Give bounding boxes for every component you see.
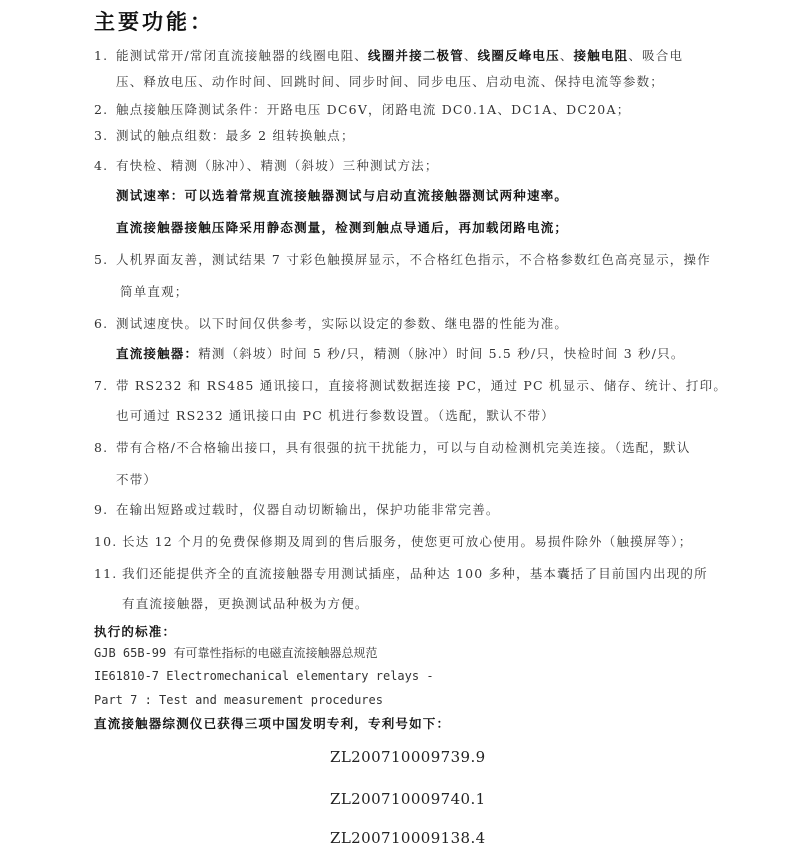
item-text: 有快检、精测（脉冲）、精测（斜坡）三种测试方法； bbox=[116, 158, 439, 173]
item-text: 触点接触压降测试条件：开路电压 DC6V，闭路电流 DC0.1A、DC1A、DC20A； bbox=[116, 102, 631, 117]
item-number: 6. bbox=[94, 316, 109, 331]
separator: 、 bbox=[463, 48, 478, 63]
note-timing-label: 直流接触器： bbox=[116, 346, 199, 361]
note-timing bbox=[116, 344, 685, 362]
list-item-11 bbox=[94, 564, 708, 582]
item-text: 测试速度快。以下时间仅供参考，实际以设定的参数、继电器的性能为准。 bbox=[116, 316, 569, 331]
item-number: 4. bbox=[94, 158, 109, 173]
item-text: 人机界面友善，测试结果 7 寸彩色触摸屏显示，不合格红色指示，不合格参数红色高亮显示，操作 bbox=[116, 252, 711, 267]
note-contact-drop: 直流接触器接触压降采用静态测量，检测到触点导通后，再加载闭路电流； bbox=[116, 220, 569, 235]
item-text: 带有合格/不合格输出接口，具有很强的抗干扰能力，可以与自动检测机完美连接。（选配，默认 bbox=[116, 440, 691, 455]
list-item-1-continued: 压、释放电压、动作时间、回跳时间、同步时间、同步电压、启动电流、保持电流等参数； bbox=[116, 74, 665, 89]
item-number: 11. bbox=[94, 566, 118, 581]
list-item-8 bbox=[94, 438, 691, 456]
highlight-diode: 线圈并接二极管 bbox=[368, 48, 464, 63]
standard-iec-line1: IE61810-7 Electromechanical elementary relays - bbox=[94, 669, 434, 683]
item-text: 能测试常开/常闭直流接触器的线圈电阻、 bbox=[116, 48, 369, 63]
list-item-3 bbox=[94, 126, 355, 144]
list-item-7-continued: 也可通过 RS232 通讯接口由 PC 机进行参数设置。（选配，默认不带） bbox=[116, 408, 555, 423]
list-item-5 bbox=[94, 250, 711, 268]
list-item-6 bbox=[94, 314, 568, 332]
item-text: 带 RS232 和 RS485 通讯接口，直接将测试数据连接 PC，通过 PC 机显示、储存、统计、打印。 bbox=[116, 378, 728, 393]
item-number: 9. bbox=[94, 502, 109, 517]
patent-number-2: ZL200710009740.1 bbox=[330, 790, 486, 808]
list-item-7 bbox=[94, 376, 727, 394]
section-title: 主要功能： bbox=[94, 10, 214, 34]
list-item-2 bbox=[94, 100, 630, 118]
patent-number-1: ZL200710009739.9 bbox=[330, 748, 486, 766]
standard-gjb: GJB 65B-99 有可靠性指标的电磁直流接触器总规范 bbox=[94, 646, 378, 660]
patents-heading: 直流接触器综测仪已获得三项中国发明专利，专利号如下： bbox=[94, 716, 451, 731]
patent-number-3: ZL200710009138.4 bbox=[330, 829, 486, 847]
item-text: 长达 12 个月的免费保修期及周到的售后服务，使您更可放心使用。易损件除外（触摸屏等）； bbox=[122, 534, 693, 549]
item-text: 、吸合电 bbox=[628, 48, 684, 63]
item-number: 2. bbox=[94, 102, 109, 117]
separator: 、 bbox=[559, 48, 574, 63]
item-text: 在输出短路或过载时，仪器自动切断输出，保护功能非常完善。 bbox=[116, 502, 500, 517]
highlight-peak-voltage: 线圈反峰电压 bbox=[477, 48, 560, 63]
list-item-4 bbox=[94, 156, 439, 174]
item-number: 10. bbox=[94, 534, 118, 549]
list-item-8-continued: 不带） bbox=[116, 472, 158, 487]
list-item-11-continued: 有直流接触器，更换测试品种极为方便。 bbox=[122, 596, 369, 611]
note-test-speed: 测试速率：可以选着常规直流接触器测试与启动直流接触器测试两种速率。 bbox=[116, 188, 569, 203]
note-timing-text: 精测（斜坡）时间 5 秒/只，精测（脉冲）时间 5.5 秒/只，快检时间 3 秒/只。 bbox=[198, 346, 685, 361]
item-number: 3. bbox=[94, 128, 109, 143]
standards-heading: 执行的标准： bbox=[94, 624, 177, 639]
list-item-10 bbox=[94, 532, 692, 550]
list-item-1 bbox=[94, 46, 683, 64]
standard-iec-line2: Part 7 : Test and measurement procedures bbox=[94, 693, 383, 707]
item-text: 我们还能提供齐全的直流接触器专用测试插座，品种达 100 多种，基本囊括了目前国内出现的所 bbox=[122, 566, 708, 581]
item-text: 测试的触点组数：最多 2 组转换触点； bbox=[116, 128, 355, 143]
item-number: 8. bbox=[94, 440, 109, 455]
item-number: 5. bbox=[94, 252, 109, 267]
list-item-5-continued: 简单直观； bbox=[120, 284, 189, 299]
item-number: 1. bbox=[94, 48, 109, 63]
list-item-9 bbox=[94, 500, 500, 518]
item-number: 7. bbox=[94, 378, 109, 393]
highlight-contact-resistance: 接触电阻 bbox=[573, 48, 629, 63]
